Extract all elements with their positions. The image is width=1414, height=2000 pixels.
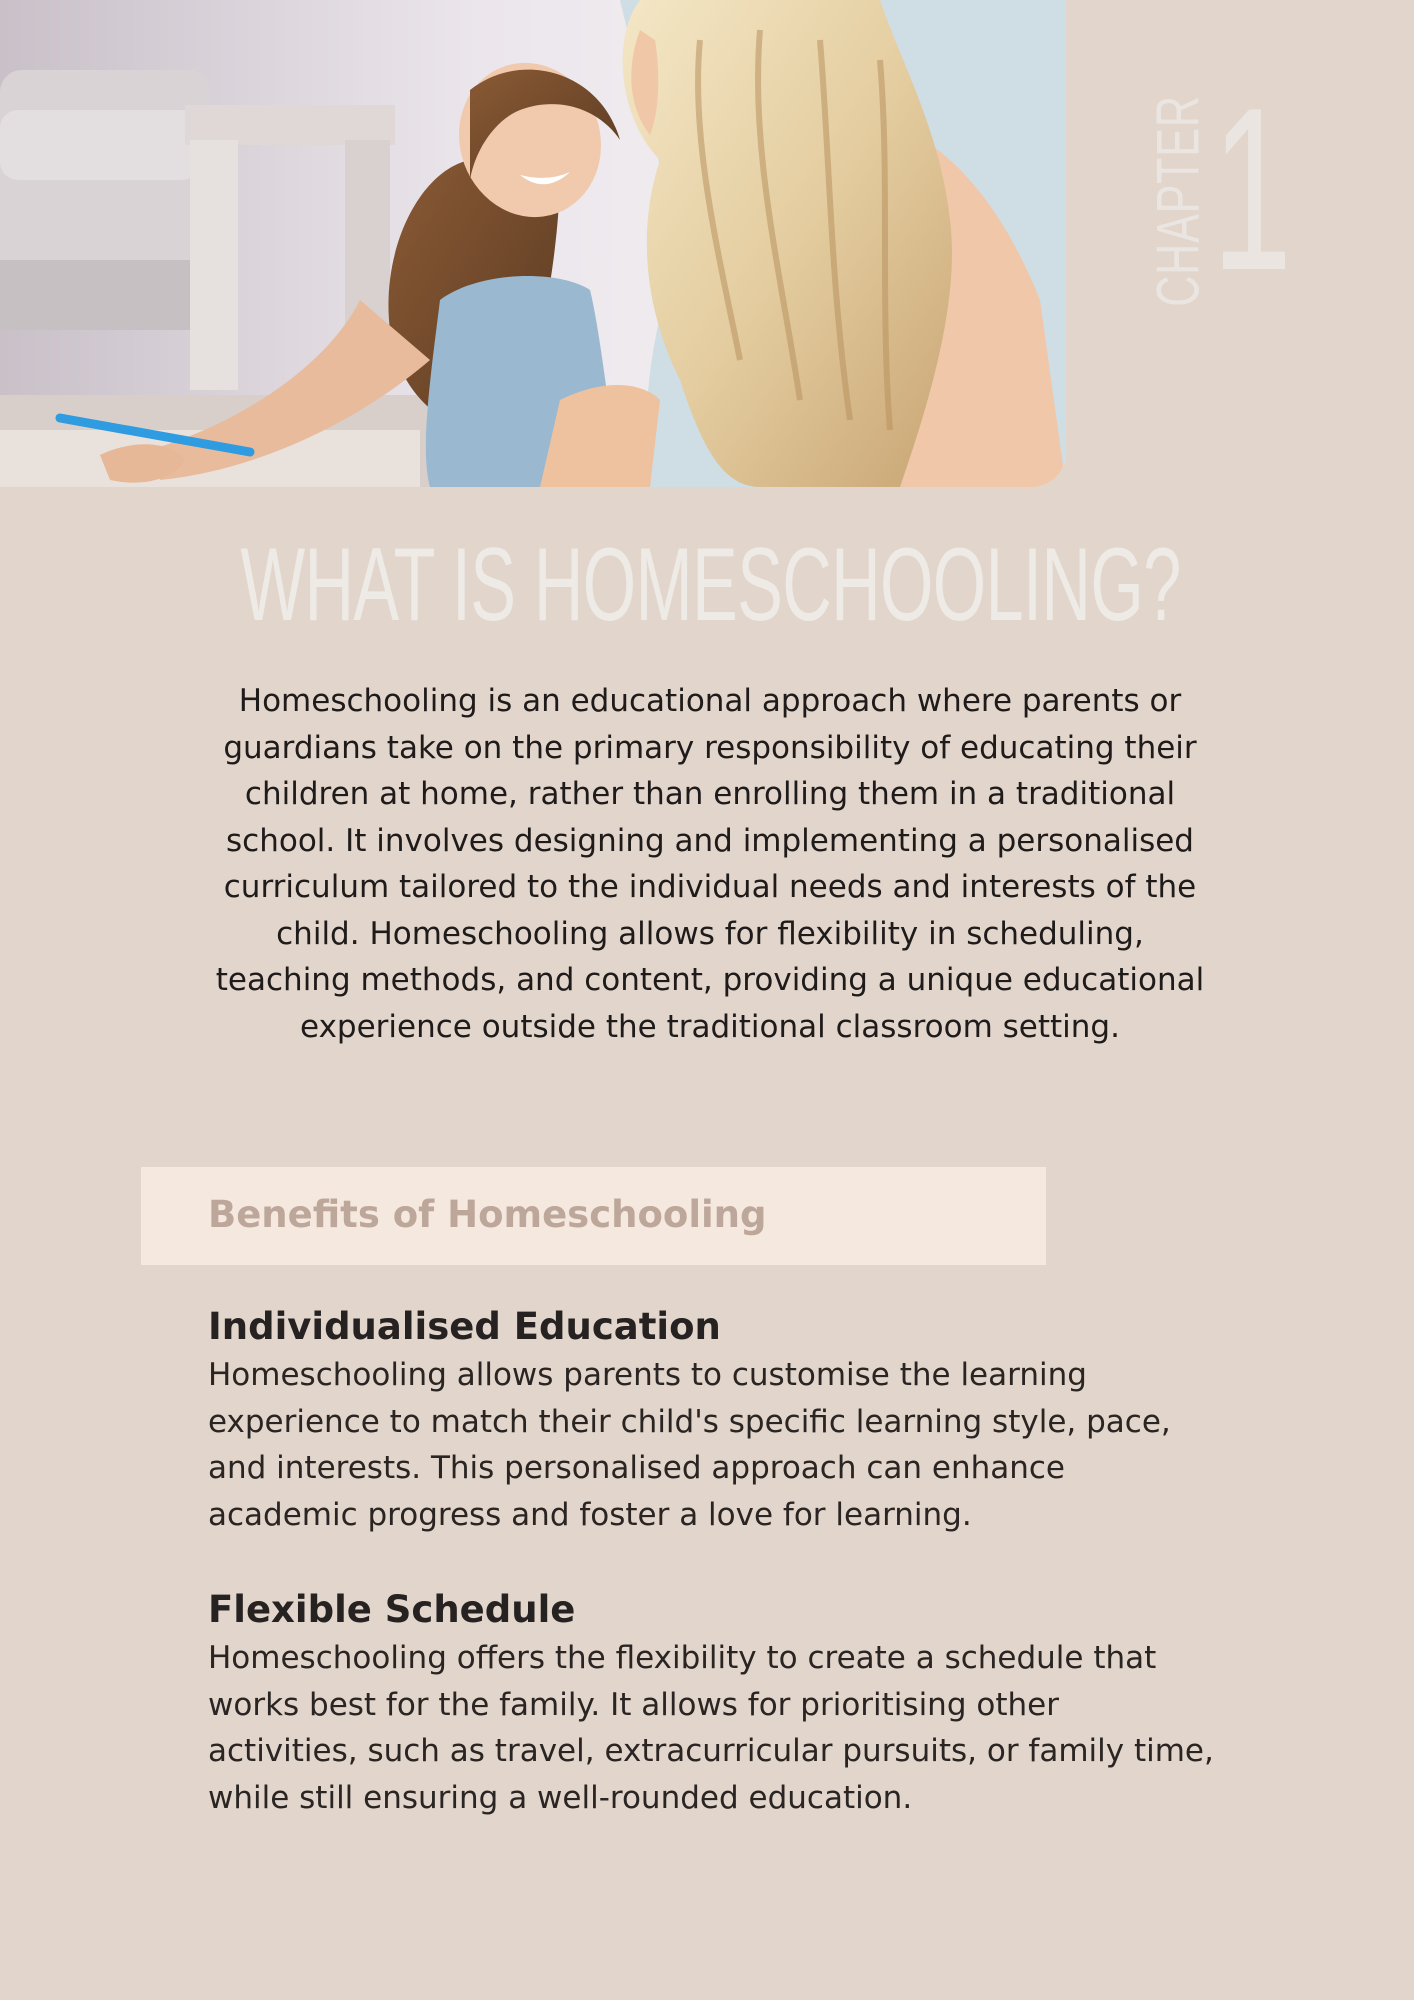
chapter-number: 1	[1212, 60, 1292, 319]
intro-paragraph: Homeschooling is an educational approach where parents or guardians take on the primary responsibility of educating their children at home, rather than enrolling them in a traditional school. It involves designing and implementing a personalised curriculum tailored to the individual needs and interests of the child. Homeschooling allows for flexibility in scheduling, teaching methods, and content, providing a unique educational experience outside the traditional classroom setting.	[215, 683, 1205, 1045]
chapter-label: CHAPTER	[1144, 95, 1212, 307]
benefit-text: Homeschooling offers the flexibility to create a schedule that works best for the family. It allows for prioritising other activities, such as travel, extracurricular pursuits, or family time, while still ensuring a well-rounded education.	[208, 1640, 1214, 1816]
benefit-item	[208, 1302, 1218, 1538]
chapter-marker	[1140, 60, 1320, 319]
page-title: WHAT IS HOMESCHOOLING?	[240, 527, 1181, 643]
benefits-banner	[141, 1167, 1046, 1265]
benefit-title: Individualised Education	[208, 1305, 721, 1348]
hero-photo	[0, 0, 1066, 487]
benefit-text: Homeschooling allows parents to customise the learning experience to match their child's specific learning style, pace, and interests. This personalised approach can enhance academic progress and foster a love for learning.	[208, 1357, 1171, 1533]
benefits-heading: Benefits of Homeschooling	[208, 1193, 767, 1236]
benefit-title: Flexible Schedule	[208, 1588, 576, 1631]
benefit-item	[208, 1585, 1218, 1821]
mother-daughter-illustration	[0, 0, 1066, 487]
